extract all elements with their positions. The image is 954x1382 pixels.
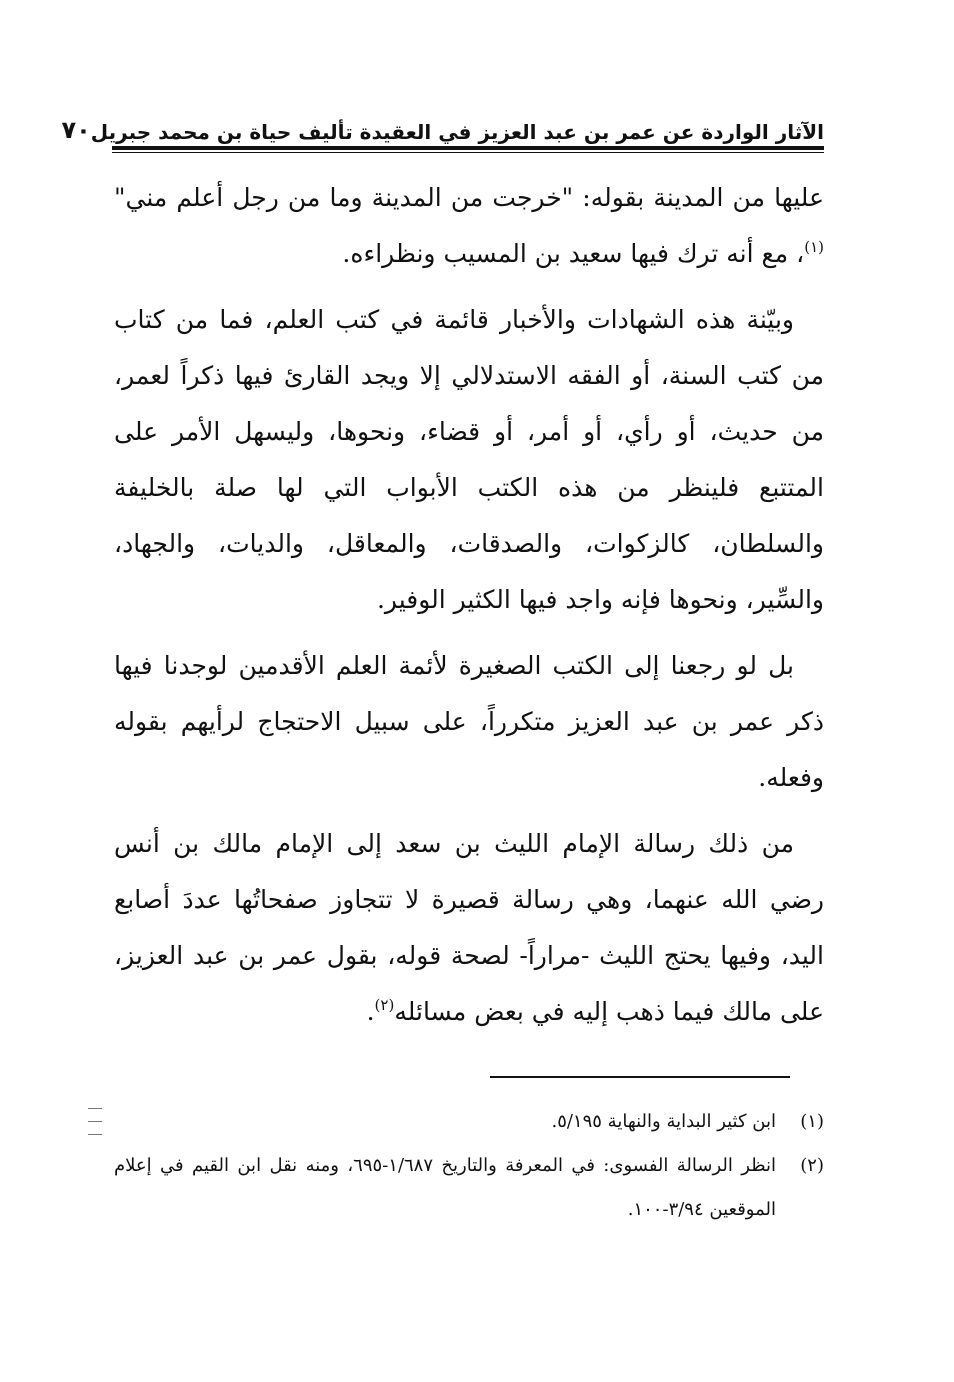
- running-header: [61, 108, 824, 144]
- paragraph-1-text: عليها من المدينة بقوله: "خرجت من المدينة وما من رجل أعلم مني": [114, 183, 824, 212]
- paragraph-4-text: من ذلك رسالة الإمام الليث بن سعد إلى الإمام مالك بن أنس رضي الله عنهما، وهي رسالة قصيرة لا تتجاوز صفحاتُها عددَ أصابع اليد، وفيها يحتج الليث -مراراً- لصحة قوله، بقول عمر بن عبد العزيز، على مالك فيما ذهب إليه في بعض مسائله: [114, 829, 824, 1026]
- header-rule-thin: [112, 152, 824, 153]
- paragraph-2: وبيّنة هذه الشهادات والأخبار قائمة في كتب العلم، فما من كتاب من كتب السنة، أو الفقه الاستدلالي إلا ويجد القارئ فيها ذكراً لعمر، من حديث، أو رأي، أو أمر، أو قضاء، ونحوها، وليسهل الأمر على المتتبع فلينظر من هذه الكتب الأبواب التي لها صلة بالخليفة والسلطان، كالزكوات، والصدقات، والمعاقل، والديات، والجهاد، والسِّير، ونحوها فإنه واجد فيها الكثير الوفير.: [114, 305, 824, 614]
- paragraph-3: بل لو رجعنا إلى الكتب الصغيرة لأئمة العلم الأقدمين لوجدنا فيها ذكر عمر بن عبد العزيز متكرراً، على سبيل الاحتجاج لرأيهم بقوله وفعله.: [114, 651, 824, 792]
- footnote-2: [114, 1144, 824, 1232]
- footnote-2-number: (٢): [800, 1155, 824, 1176]
- header-title: الآثار الواردة عن عمر بن عبد العزيز في العقيدة تأليف حياة بن محمد جبريل: [90, 120, 824, 144]
- page-number: ٧٠: [61, 116, 91, 144]
- footnote-ref-2[interactable]: (٢): [374, 996, 395, 1014]
- footnote-1-number: (١): [800, 1111, 824, 1132]
- paragraph-1-tail: ، مع أنه ترك فيها سعيد بن المسيب ونظراءه.: [342, 239, 805, 268]
- footnote-1-text: ابن كثير البداية والنهاية ٥/١٩٥.: [551, 1111, 776, 1132]
- paragraph-1: [114, 170, 824, 282]
- paragraph-4: [114, 816, 824, 1040]
- footnote-ref-1[interactable]: (١): [804, 238, 824, 256]
- paragraph-4-tail: .: [366, 997, 375, 1026]
- margin-scan-marks: [88, 1108, 102, 1147]
- header-rule-thick: [112, 146, 824, 150]
- footnote-2-text: انظر الرسالة الفسوى: في المعرفة والتاريخ ١/٦٨٧-٦٩٥، ومنه نقل ابن القيم في إعلام الموقعين ٣/٩٤-١٠٠.: [114, 1155, 776, 1220]
- body-text: [114, 170, 824, 1040]
- footnote-separator: [490, 1076, 790, 1078]
- footnotes: [114, 1100, 824, 1232]
- footnote-1: [114, 1100, 824, 1144]
